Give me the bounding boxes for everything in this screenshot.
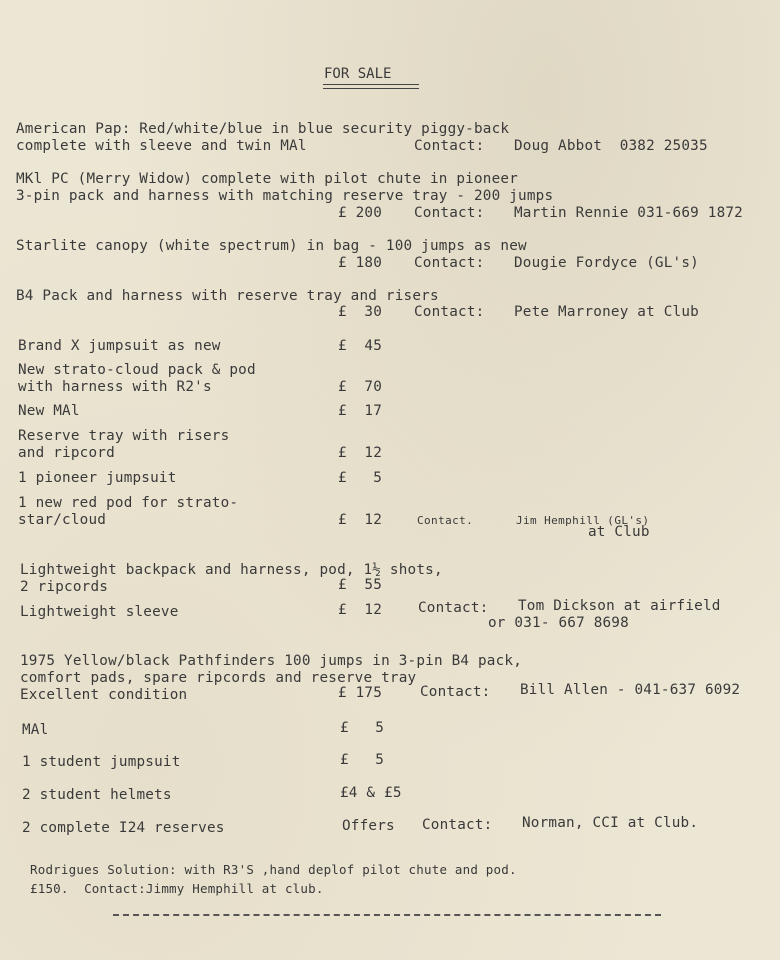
jim-item-3-desc2: and ripcord (18, 445, 115, 461)
ad-starlite-contact-name: Dougie Fordyce (GL's) (514, 255, 699, 271)
ad-b4-contact-name: Pete Marroney at Club (514, 304, 699, 320)
jim-item-4-price: £ 5 (338, 470, 383, 486)
rodrigues-line1: Rodrigues Solution: with R3'S ,hand deplof pilot chute and pod. (30, 862, 517, 877)
ad-pap-line2: complete with sleeve and twin MAl (16, 138, 307, 154)
tom-line1: Lightweight backpack and harness, pod, 1½ shots, (20, 562, 443, 578)
jim-contact-location: at Club (588, 524, 650, 540)
tom-price1: £ 55 (338, 577, 383, 593)
bill-contact-label: Contact: (420, 684, 491, 700)
norman-item-2-price: £4 & £5 (340, 785, 402, 801)
norman-item-3-price: Offers (342, 818, 395, 834)
tom-contact-phone: or 031- 667 8698 (488, 615, 629, 631)
title-underline (323, 84, 419, 85)
jim-item-5-desc: 1 new red pod for strato- (18, 495, 239, 511)
ad-mk1-line2: 3-pin pack and harness with matching reserve tray - 200 jumps (16, 188, 554, 204)
tom-line3: Lightweight sleeve (20, 604, 179, 620)
jim-item-2-desc: New MAl (18, 403, 80, 419)
ad-b4-line1: B4 Pack and harness with reserve tray and risers (16, 288, 439, 304)
jim-item-1-price: £ 70 (338, 379, 383, 395)
ad-b4-contact-label: Contact: (414, 304, 485, 320)
jim-item-3-price: £ 12 (338, 445, 383, 461)
ad-mk1-price: £ 200 (338, 205, 383, 221)
ad-pap-contact-name: Doug Abbot 0382 25035 (514, 138, 708, 154)
norman-contact-name: Norman, CCI at Club. (522, 815, 699, 831)
ad-mk1-line1: MKl PC (Merry Widow) complete with pilot chute in pioneer (16, 171, 519, 187)
jim-contact-name: Jim Hemphill (GL's) (516, 514, 650, 527)
jim-item-1-desc2: with harness with R2's (18, 379, 212, 395)
ad-pap-contact-label: Contact: (414, 138, 485, 154)
jim-item-5-desc2: star/cloud (18, 512, 107, 528)
ad-starlite-price: £ 180 (338, 255, 383, 271)
norman-item-1-price: £ 5 (340, 752, 385, 768)
ad-b4-price: £ 30 (338, 304, 383, 320)
tom-contact-label: Contact: (418, 600, 489, 616)
jim-item-1-desc: New strato-cloud pack & pod (18, 362, 256, 378)
tom-price2: £ 12 (338, 602, 383, 618)
norman-item-1-desc: 1 student jumpsuit (22, 754, 181, 770)
norman-item-2-desc: 2 student helmets (22, 787, 172, 803)
page-title: FOR SALE (324, 66, 392, 82)
bill-line2: comfort pads, spare ripcords and reserve tray (20, 670, 417, 686)
jim-item-5-price: £ 12 (338, 512, 383, 528)
jim-item-0-desc: Brand X jumpsuit as new (18, 338, 221, 354)
norman-item-0-price: £ 5 (340, 720, 385, 736)
ad-starlite-contact-label: Contact: (414, 255, 485, 271)
bill-contact-name: Bill Allen - 041-637 6092 (520, 682, 741, 698)
jim-contact-label: Contact. (417, 514, 474, 527)
ad-starlite-line1: Starlite canopy (white spectrum) in bag - 100 jumps as new (16, 238, 527, 254)
jim-item-0-price: £ 45 (338, 338, 383, 354)
jim-item-2-price: £ 17 (338, 403, 383, 419)
bill-price: £ 175 (338, 685, 383, 701)
bill-line1: 1975 Yellow/black Pathfinders 100 jumps in 3-pin B4 pack, (20, 653, 523, 669)
jim-item-3-desc: Reserve tray with risers (18, 428, 230, 444)
norman-contact-label: Contact: (422, 817, 493, 833)
bottom-dashed-rule (113, 914, 661, 916)
title-double-underline (323, 88, 419, 89)
norman-item-0-desc: MAl (22, 722, 49, 738)
norman-item-3-desc: 2 complete I24 reserves (22, 820, 225, 836)
ad-pap-line1: American Pap: Red/white/blue in blue security piggy-back (16, 121, 510, 137)
ad-mk1-contact-label: Contact: (414, 205, 485, 221)
tom-line2: 2 ripcords (20, 579, 109, 595)
ad-mk1-contact-name: Martin Rennie 031-669 1872 (514, 205, 743, 221)
rodrigues-line2: £150. Contact:Jimmy Hemphill at club. (30, 881, 324, 896)
tom-contact-name: Tom Dickson at airfield (518, 598, 721, 614)
jim-item-4-desc: 1 pioneer jumpsuit (18, 470, 177, 486)
bill-line3: Excellent condition (20, 687, 188, 703)
